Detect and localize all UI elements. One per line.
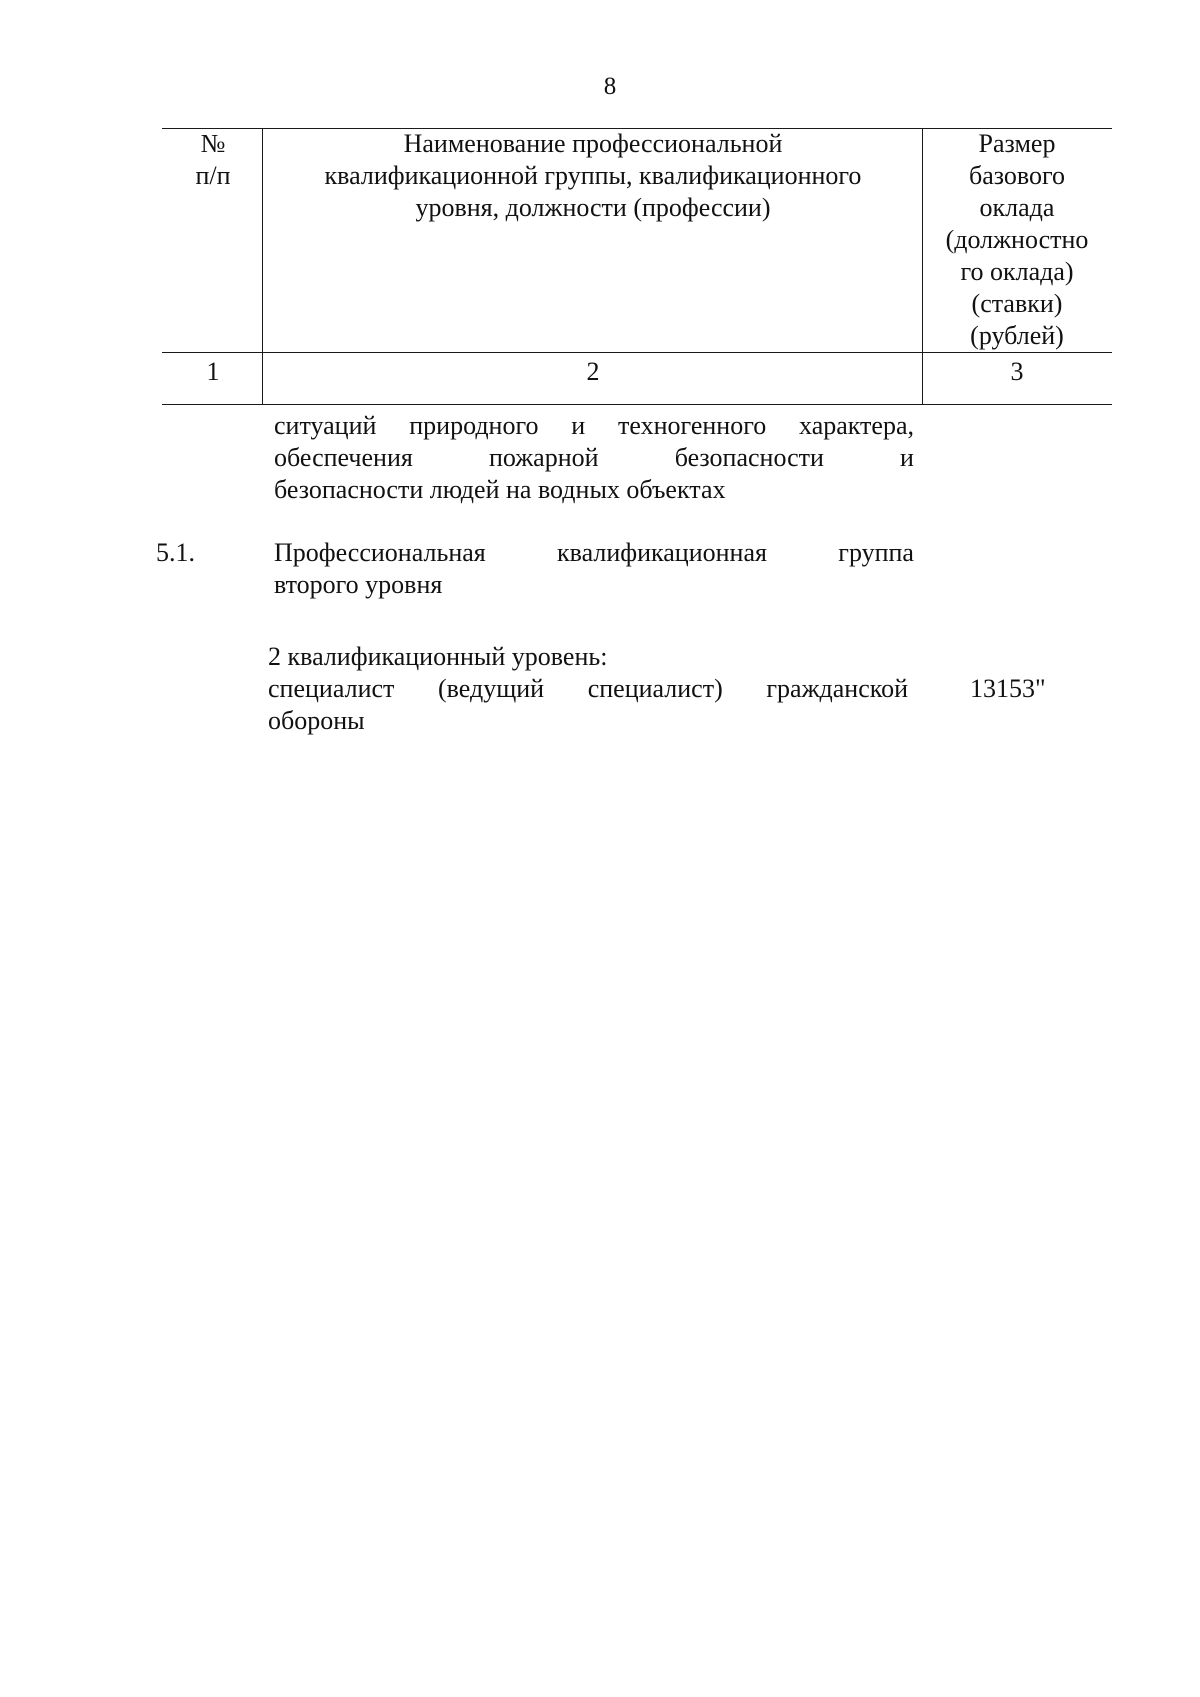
table-numbers-bottom-border <box>162 404 1112 405</box>
word: и <box>571 411 586 440</box>
word: ситуаций <box>274 411 377 440</box>
level-position <box>268 673 908 737</box>
word: квалификационная <box>557 538 767 567</box>
header-col-number-line: п/п <box>195 161 231 190</box>
word: природного <box>409 411 539 440</box>
continuation-line-2 <box>274 442 914 474</box>
word: и <box>900 443 914 472</box>
header-col-salary-line: (ставки) <box>971 289 1063 318</box>
word: безопасности <box>674 443 824 472</box>
header-col-salary-line: (рублей) <box>970 321 1064 350</box>
continuation-line-1 <box>274 410 914 442</box>
word: характера, <box>799 411 914 440</box>
column-number-1: 1 <box>206 357 220 386</box>
header-col-name-line: квалификационной группы, квалификационного <box>324 161 862 190</box>
continuation-text <box>274 410 914 506</box>
group-title <box>274 537 914 601</box>
word: специалист <box>268 674 395 703</box>
group-title-line-1 <box>274 537 914 569</box>
group-number: 5.1. <box>156 538 195 567</box>
table-col-divider-2 <box>922 128 923 404</box>
continuation-line-3: безопасности людей на водных объектах <box>274 475 726 504</box>
level-title: 2 квалификационный уровень: <box>268 642 608 671</box>
level-position-line-1 <box>268 673 908 705</box>
word: пожарной <box>488 443 599 472</box>
column-number-3: 3 <box>1010 357 1024 386</box>
header-col-name-line: Наименование профессиональной <box>403 129 783 158</box>
header-col-name-line: уровня, должности (профессии) <box>415 193 771 222</box>
header-col-salary-line: оклада <box>979 193 1055 222</box>
column-number-2: 2 <box>586 357 600 386</box>
level-position-line-2: обороны <box>268 706 365 735</box>
header-col-salary-line: Размер <box>978 129 1056 158</box>
word: группа <box>838 538 914 567</box>
table-col-divider-1 <box>262 128 263 404</box>
header-col-salary-line: базового <box>968 161 1065 190</box>
word: (ведущий <box>438 674 545 703</box>
word: Профессиональная <box>274 538 486 567</box>
header-col-number <box>164 128 262 192</box>
header-col-salary-line: го оклада) <box>960 257 1074 286</box>
header-col-salary <box>924 128 1110 352</box>
word: гражданской <box>766 674 908 703</box>
group-title-line-2: второго уровня <box>274 570 443 599</box>
salary-amount: 13153" <box>970 674 1046 703</box>
word: техногенного <box>618 411 767 440</box>
header-col-number-line: № <box>200 129 226 158</box>
table-header-bottom-border <box>162 352 1112 353</box>
word: специалист) <box>587 674 723 703</box>
page-number: 8 <box>603 73 617 100</box>
header-col-name <box>264 128 922 224</box>
header-col-salary-line: (должностно <box>945 225 1089 254</box>
word: обеспечения <box>274 443 413 472</box>
